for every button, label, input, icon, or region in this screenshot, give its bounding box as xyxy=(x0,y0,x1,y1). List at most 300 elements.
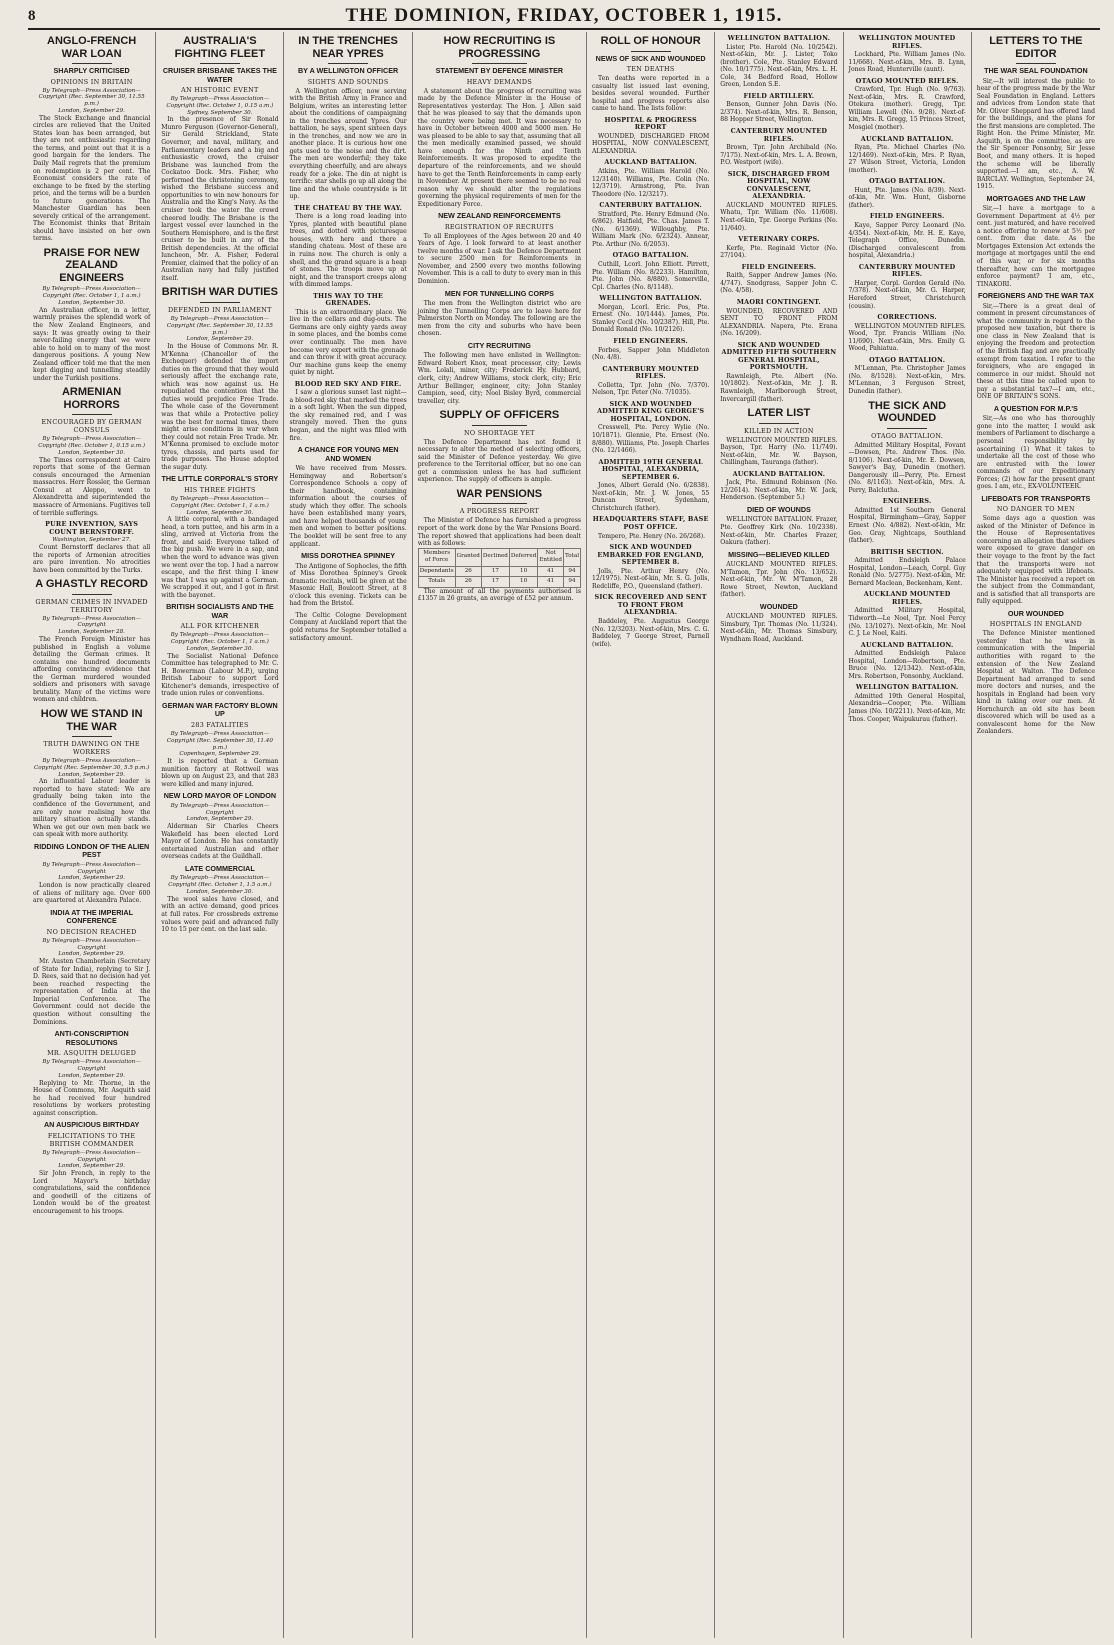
article-body: The Defence Department has not found it necessary to alter the method of selecting officers, said the Minister of Defence yesterday. We give preference to the Territorial officer, but no one can get a commission unless he has had sufficient experience. The supply of officers is ample. xyxy=(417,438,582,484)
article-body: The Times correspondent at Cairo reports that some of the German consuls encouraged the Armenian massacres. Herr Rossler, the German Consul at Aleppo, went to Alexandretta and superintended the massacre of Armenians. Fugitives tell of terrible sufferings. xyxy=(33,456,151,517)
article-body: A Wellington officer, now serving with the British Army in France and Belgium, writes an interesting letter about the conditions of campaigning in the trenches around Ypres. Our battalion, he says, spent sixteen days in the trenches, and now we are in another place. It is curious how one gets used to the noise and the dirt. The men are wonderful; they take everything cheerfully, and are always ready for a joke. The din at night is terrific: star shells go up all along the line and the whole countryside is lit up. xyxy=(289,87,407,201)
subheadline: THE WAR SEAL FOUNDATION xyxy=(984,66,1088,75)
byline: By Telegraph—Press Association—Copyright xyxy=(170,802,270,816)
headline: HOW WE STAND IN THE WAR xyxy=(40,708,143,733)
table-header: Deferred xyxy=(509,548,537,566)
section-label: OTAGO MOUNTED RIFLES. xyxy=(855,76,959,85)
article-body: A little corporal, with a bandaged head, a torn puttee, and his arm in a sling, arrived at Victoria from the front, and said: Everyone talked of the big push. We were in a sap, and when the word to advance was given we went over the top. I had a narrow escape, and the first thing I knew was that I was up against a German. We scrapped it out, and I got in first with the bayonet. xyxy=(161,516,279,599)
dateline: London, September 29. xyxy=(58,1072,125,1079)
section-label: WELLINGTON BATTALION. xyxy=(727,34,831,42)
section-label: AUCKLAND BATTALION. xyxy=(860,640,954,649)
headline-rule xyxy=(72,63,112,64)
article xyxy=(33,843,150,905)
dateline: London, September 30. xyxy=(58,300,125,307)
article xyxy=(849,591,966,637)
table-cell: Totals xyxy=(418,577,455,588)
table-row xyxy=(418,577,580,588)
deck: KILLED IN ACTION xyxy=(744,426,814,435)
deck: TEN DEATHS xyxy=(626,65,675,73)
section-label: HOSPITAL & PROGRESS REPORT xyxy=(604,115,697,132)
byline: By Telegraph—Press Association—Copyright (Rec. September 30, 11.55 p.m.) xyxy=(38,87,145,108)
article xyxy=(849,178,966,209)
article xyxy=(592,401,709,455)
headline-rule xyxy=(72,594,112,595)
article-body: Alderman Sir Charles Cheers Wakefield has been elected Lord Mayor of London. He has constantly entertained Australian and other overseas cadets at the Guildhall. xyxy=(161,823,279,861)
dateline: London, September 30. xyxy=(58,449,125,456)
article-body: An Australian officer, in a letter, warmly praises the splendid work of the New Zealand Engineers, and says: It was greatly owing to their never-failing energy that we were able to hold on to many of the most dangerous positions. A young New Zealand officer told me that the men kept digging and tunnelling steadily under the Turkish positions. xyxy=(33,306,151,382)
section-label: CANTERBURY MOUNTED RIFLES. xyxy=(858,262,956,279)
headline-rule xyxy=(472,503,528,504)
deck: FELICITATIONS TO THE BRITISH COMMANDER xyxy=(47,1131,136,1148)
article-body: Raith, Sapper Andrew James (No. 4/747). Snodgrass, Sapper John C. (No. 4/58). xyxy=(720,272,838,295)
article xyxy=(592,459,709,513)
article-body: WOUNDED, RECOVERED AND SENT TO FRONT FROM ALEXANDRIA. Napera, Pte. Erana (No. 16/209). xyxy=(720,307,838,338)
headline: BRITISH WAR DUTIES xyxy=(161,286,278,299)
article xyxy=(720,603,837,644)
column-1 xyxy=(28,32,156,1638)
article xyxy=(849,35,966,74)
article xyxy=(720,551,837,599)
article xyxy=(849,498,966,544)
section-label: AUCKLAND BATTALION. xyxy=(860,134,954,143)
dateline: London, September 29. xyxy=(58,951,125,958)
article-body: It is reported that a German munition factory at Rottweil was blown up on August 23, and that 283 were killed and many injured. xyxy=(161,758,279,788)
section-label: AUCKLAND MOUNTED RIFLES. xyxy=(863,590,951,606)
headline: ROLL OF HONOUR xyxy=(600,35,701,47)
article-body: Lockhard, Pte. William James (No. 11/668). Next-of-kin, Mrs. B. Lynn, Jones Road, Hunterville (aunt). xyxy=(848,51,966,74)
article xyxy=(720,128,837,167)
article xyxy=(289,446,406,548)
column-4 xyxy=(413,32,587,1638)
article xyxy=(720,471,837,502)
deck: 283 FATALITIES xyxy=(191,720,249,729)
article xyxy=(849,78,966,132)
article-body: There is a long road leading into Ypres, planted with beautiful plane trees, and dotted with picturesque houses, with here and there a standing chateau. Most of these are in ruins now. The church is only a shell, and the grand square is a heap of stones. The troops move up at night, and the transport creeps along with dimmed lamps. xyxy=(289,213,407,289)
headline-rule xyxy=(200,302,240,303)
section-label: CORRECTIONS. xyxy=(877,313,937,322)
subheadline: MISS DOROTHEA SPINNEY xyxy=(301,551,396,561)
table-cell: 26 xyxy=(455,566,481,577)
article xyxy=(720,299,837,338)
table-cell: Dependants xyxy=(418,566,455,577)
article-body: Jones, Albert Gerald (No. 6/2838). Next-of-kin, Mr. J. W. Jones, 55 Duncan Street, Sydenham, Christchurch (father). xyxy=(592,482,710,512)
article-body: This is an extraordinary place. We live in the cellars and dug-outs. The Germans are only eighty yards away in some places, and the bombs come over continually. The men have become very expert with the grenade and can throw it with great accuracy. Our machine guns keep the enemy quiet by night. xyxy=(289,308,407,377)
table-cell: 41 xyxy=(538,566,564,577)
headline: THE SICK AND WOUNDED xyxy=(868,399,947,425)
article xyxy=(977,495,1095,606)
article-body: Lister, Pte. Harold (No. 10/2542). Next-of-kin, Mr. J. Lister, Toko (brother). Cole, Pte. Stanley Edward (No. 10/1775). Next-of-kin, Mrs. L. H. Cole, 34 Bedford Road, Hollow Green, London S.E. xyxy=(720,43,838,89)
article-body: Harper, Corpl. Gordon Gerald (No. 7/378). Next-of-kin, Mr. G. Harper, Hereford Street, Christchurch (cousin). xyxy=(848,279,966,310)
byline: By Telegraph—Press Association—Copyright xyxy=(42,861,141,875)
article xyxy=(418,409,581,484)
article xyxy=(720,93,837,124)
headline-rule xyxy=(472,63,528,64)
article xyxy=(720,407,837,467)
article-body: A statement about the progress of recruiting was made by the Defence Minister in the House of Representatives yesterday. The Hon. J. Allen said that he was pleased to say that the demands upon the country were being met. It was necessary to have in October between 4000 and 5000 men. He was pleased to be able to say that, assuming that all the men medically examined passed, we should have enough for the Ninth and Tenth Reinforcements. It was proposed to expedite the departure of the reinforcements, and we should have to get the Tenth Reinforcements in camp early in November. At present there seemed to be no real reason why we should alter the regulations governing the physical requirements of men for the Expeditionary Force. xyxy=(417,87,582,208)
article-body: The Antigone of Sophocles, the fifth of Miss Dorothea Spinney's Greek dramatic recitals, will be given at the Masonic Hall, Boulcott Street, at 8 o'clock this evening. Tickets can be had from the Bristol. xyxy=(289,562,407,608)
article-body: The Minister of Defence has furnished a progress report of the work done by the War Pensions Board. The report showed that applications had been dealt with as follows: xyxy=(417,517,582,548)
section-label: FIELD ENGINEERS. xyxy=(613,336,688,345)
section-label: WELLINGTON BATTALION. xyxy=(599,294,702,303)
article-body-continued: The amount of all the payments authorised is £1357 in 26 grants, an average of £52 per annum. xyxy=(417,587,582,603)
section-label: AUCKLAND BATTALION. xyxy=(604,158,697,167)
table-cell: 94 xyxy=(563,566,580,577)
article xyxy=(161,865,278,934)
table-header: Not Entitled xyxy=(538,548,564,566)
section-label: CANTERBURY MOUNTED RIFLES. xyxy=(602,364,699,381)
byline: By Telegraph—Press Association—Copyright xyxy=(42,615,141,629)
column-2 xyxy=(156,32,284,1638)
article xyxy=(33,386,150,517)
article-body: Kerfe, Pte. Reginald Victor (No. 27/104). xyxy=(720,244,838,260)
byline: By Telegraph—Press Association—Copyright xyxy=(42,937,141,951)
headline-rule xyxy=(759,423,799,424)
article-body: Atkins, Pte. William Harold (No. 12/3140). Williams, Pte. Colin (No. 12/3719). Armstrong, Pte. Ivan Theodore (No. 12/3217). xyxy=(592,168,710,198)
subheadline: FOREIGNERS AND THE WAR TAX xyxy=(977,291,1094,301)
column-8 xyxy=(972,32,1100,1638)
deck: NO DECISION REACHED xyxy=(46,927,137,936)
subheadline: AN AUSPICIOUS BIRTHDAY xyxy=(43,1120,140,1130)
article xyxy=(592,544,709,590)
section-label: BRITISH SECTION. xyxy=(870,547,944,556)
article xyxy=(977,292,1095,401)
section-label: CANTERBURY BATTALION. xyxy=(599,201,702,210)
column-5 xyxy=(587,32,715,1638)
column-3 xyxy=(284,32,412,1638)
subheadline: ANTI-CONSCRIPTION RESOLUTIONS xyxy=(54,1029,129,1047)
article-body: We have received from Messrs. Hemingway and Robertson's Correspondence Schools a copy of their handbook, containing information about the courses of study which they offer. The schools have been established many years, and have helped thousands of young men and women to better positions. The booklet will be sent free to any applicant. xyxy=(289,465,407,548)
section-label: SICK AND WOUNDED EMBARKED FOR ENGLAND, SEPTEMBER 8. xyxy=(597,543,704,567)
headline: HOW RECRUITING IS PROGRESSING xyxy=(443,35,556,60)
article xyxy=(849,642,966,681)
article-body: An influential Labour leader is reported to have stated: We are gradually being taken into the confidence of the Government, and are only now realising how the military situation actually stands. When we get our own men back we can speak with more authority. xyxy=(33,778,151,839)
table-row xyxy=(418,566,580,577)
article xyxy=(418,290,581,338)
article xyxy=(418,35,581,208)
section-label: FIELD ARTILLERY. xyxy=(743,91,815,100)
article-body: Sir John French, in reply to the Lord Mayor's birthday congratulations, said the confidence and goodwill of the citizens of London would be of the greatest encouragement to his troops. xyxy=(33,1170,151,1215)
section-label: CANTERBURY MOUNTED RIFLES. xyxy=(730,127,828,143)
subheadline: NEWS OF SICK AND WOUNDED xyxy=(595,53,706,63)
article xyxy=(849,264,966,310)
article-body: WELLINGTON BATTALION. Frazer, Pte. Geoffrey Kirk (No. 10/2338). Next-of-kin, Mr. Charles Frazer, Oakura (father). xyxy=(720,516,838,547)
byline: By Telegraph—Press Association—Copyright (Rec. October 1, 1 a.m.) xyxy=(170,632,270,646)
article xyxy=(33,578,150,704)
section-label: THE CHATEAU BY THE WAY. xyxy=(294,203,403,212)
article-body: AUCKLAND MOUNTED RIFLES. Simsbury, Tpr. Thomas (No. 11/324). Next-of-kin, Mr. Thomas Simsbury, Wyndham Road, Auckland. xyxy=(720,613,838,643)
article-body: Replying to Mr. Thorne, in the House of Commons, Mr. Asquith said he had received four hundred resolutions by workers protesting against conscription. xyxy=(33,1079,151,1117)
headline: LATER LIST xyxy=(747,407,811,420)
article xyxy=(720,506,837,547)
column-7 xyxy=(844,32,972,1638)
section-label: FIELD ENGINEERS. xyxy=(741,262,817,271)
article-body: AUCKLAND MOUNTED RIFLES. Whatu, Tpr. William (No. 11/608). Next-of-kin, Tpr. George Perkins (No. 11/640). xyxy=(720,201,838,232)
article xyxy=(33,521,150,574)
article xyxy=(289,381,406,442)
article-body: Ryan, Pte. Michael Charles (No. 12/1469). Next-of-kin, Mrs. P. Ryan, 27 Wilson Street, Victoria, London (mother). xyxy=(848,144,966,174)
article-body: In the House of Commons Mr. R. M'Kenna (Chancellor of the Exchequer) defended the import duties on the ground that they would seriously affect the exchange rate, which was now against us. He repudiated the contention that the duties would prejudice Free Trade. The whole case of the Government was that while a Protective policy was the best for normal times, there might arise conditions in war when they could not retain Free Trade. Mr. M'Kenna promised to exclude motor tyres, chassis, and parts used for trade purposes. The House adopted the sugar duty. xyxy=(161,343,279,471)
subheadline: LIFEBOATS FOR TRANSPORTS xyxy=(981,493,1091,503)
article-body: The French Foreign Minister has published in English a volume detailing the German crimes. It contains one hundred documents affording convincing evidence that the German murdered wounded soldiers and prisoners with savage brutality. Many of the victims were women and children. xyxy=(33,636,151,704)
article-body: Sir,—I have a mortgage to a Government Department at 4½ per cent. just matured, and have received a notice offering to renew at 5½ per cent. from due date. As the Mortgages Extension Act extends the mortgage at mortgages until the end of this war, or for six months thereafter, how can the mortgagee enforce payment? I am, etc., TINAKORI. xyxy=(976,205,1095,288)
headline-rule xyxy=(200,63,240,64)
article xyxy=(592,35,709,113)
subheadline: LATE COMMERCIAL xyxy=(184,863,255,873)
article-body: Jack, Pte. Edmund Robinson (No. 12/2614). Next-of-kin, Mr. W. Jack, Henderson. (September 5.) xyxy=(720,479,838,502)
subheadline: A QUESTION FOR M.P.'S xyxy=(993,403,1078,413)
article-body: M'Lennan, Pte. Christopher James (No. 8/1528). Next-of-kin, Mrs. M'Lennan, 3 Ferguson Street, Dunedin (father). xyxy=(848,365,966,395)
dateline: London, September 30. xyxy=(186,645,254,652)
article-body: The following men have enlisted in Wellington: Edward Robert Knox, meat processor, city; Lewis Wm. Lolali, miner, city; Frederick Hy. Hubbard, clerk, city; Andrew Williams, stock clerk, city; Eric Arthur Bellinger, engineer, city; John Stanley Campion, seed, city; Noel Bisley Byrd, commercial traveller, city. xyxy=(417,352,582,405)
article xyxy=(289,205,406,289)
article-body: Tempero, Pte. Henry (No. 26/268). xyxy=(598,532,706,540)
article-body: Kaye, Sapper Percy Leonard (No. 4/354). Next-of-kin, Mr. H. E. Kaye, Telegraph Office, Dunedin. (Discharged convalescent from hospital, Alexandria.) xyxy=(848,222,966,260)
deck: GERMAN CRIMES IN INVADED TERRITORY xyxy=(35,597,148,614)
article-body: Rawnleigh, Pte. Albert (No. 10/1802). Next-of-kin, Mr. J. R. Rawnleigh, Marlborough Street, Invercargill (father). xyxy=(720,372,838,403)
article-body: The men from the Wellington district who are joining the Tunnelling Corps are to leave here for Palmerston North on Monday. The following are the men from the city and suburbs who have been chosen. xyxy=(417,300,582,338)
table-header: Members of Force xyxy=(418,548,455,566)
article-body: Ten deaths were reported in a casualty list issued last evening, besides several wounded. Further hospital and progress reports also came to hand. The lists follow: xyxy=(592,75,710,113)
dateline: London, September 30. xyxy=(186,889,254,896)
table-header: Total xyxy=(563,548,580,566)
section-label: ADMITTED 19TH GENERAL HOSPITAL, ALEXANDRIA, SEPTEMBER 6. xyxy=(598,457,703,481)
table-cell: 17 xyxy=(481,566,509,577)
subheadline: RIDDING LONDON OF THE ALIEN PEST xyxy=(34,841,150,860)
article xyxy=(161,286,278,471)
subheadline: MISSING—BELIEVED KILLED xyxy=(728,549,830,559)
article xyxy=(849,684,966,723)
article-body: AUCKLAND MOUNTED RIFLES. M'Tamon, Tpr. John (No. 13/652). Next-of-kin, Mr. W. M'Tamon, 28 Rowe Street, Newton, Auckland (father). xyxy=(720,561,838,599)
article-body: Hunt, Pte. James (No. 8/39). Next-of-kin, Mr. Wm. Hunt, Gisborne (father). xyxy=(848,186,966,209)
article-body: Colletta, Tpr. John (No. 7/370). Nelson, Tpr. Peter (No. 7/1035). xyxy=(592,381,710,397)
section-label: SICK, DISCHARGED FROM HOSPITAL, NOW CONVALESCENT, ALEXANDRIA. xyxy=(727,169,830,201)
article xyxy=(720,342,837,403)
article-body: Sir,—As one who has thoroughly gone into the matter, I would ask members of Parliament to discharge a personal responsibility by ascertaining (1) What it takes to undertake all the cost of those who are entrusted with the lower commands of our Expeditionary Forces; (2) how far the present grant goes. I am, etc., EX-VOLUNTEER. xyxy=(976,415,1095,491)
article xyxy=(977,35,1095,191)
table-cell: 94 xyxy=(563,577,580,588)
article xyxy=(33,708,150,839)
article xyxy=(289,293,406,377)
headline-rule xyxy=(328,63,368,64)
article-body: Admitted Military Hospital, Tidworth—Le Noel, Tpr. Noel Percy (No. 13/1027). Next-of-kin, Mr. Noel C. J. Le Noel, Kaiti. xyxy=(848,607,966,638)
deck: OPINIONS IN BRITAIN xyxy=(50,77,133,86)
deck: OTAGO BATTALION. xyxy=(871,431,944,440)
table-cell: 17 xyxy=(481,577,509,588)
table-header: Granted xyxy=(455,548,481,566)
article-body: Admitted Endsleigh Palace Hospital, London—Leach, Corpl. Guy Ronald (No. 5/2775). Next-of-kin, Mr. Bernard Maclean, Beckenham, Kent. xyxy=(848,557,966,587)
headline-rule xyxy=(472,425,528,426)
byline: By Telegraph—Press Association—Copyright (Rec. October 1, 1 a.m.) xyxy=(42,286,141,300)
subheadline: MEN FOR TUNNELLING CORPS xyxy=(444,288,554,298)
deck: HEAVY DEMANDS xyxy=(466,77,533,86)
byline: By Telegraph—Press Association—Copyright (Rec. October 1, 0.15 a.m.) xyxy=(166,96,274,109)
headline-rule xyxy=(887,428,927,429)
deck: SIGHTS AND SOUNDS xyxy=(307,77,389,86)
section-label: MAORI CONTINGENT. xyxy=(736,297,821,306)
byline: By Telegraph—Press Association—Copyright (Rec. September 30, 11.55 p.m.) xyxy=(166,315,273,336)
newspaper-columns xyxy=(28,32,1100,1638)
article xyxy=(161,702,278,788)
article xyxy=(161,35,278,282)
table-header: Declined xyxy=(481,548,509,566)
article-body: The wool sales have closed, and with an active demand, good prices at full rates. For crossbreds extreme values were paid and advanced fully 10 to 15 per cent. on the last sale. xyxy=(161,895,279,934)
article-body: Sir,—There is a great deal of comment in present circumstances of what the community in regard to the proposed new taxation, but there is one class in New Zealand that is enjoying the freedom and protection of the British flag and are practically exempt from taxation. I refer to the foreigners, who are engaged in commerce in our midst. Should not these at this time be called upon to pay a substantial tax?—I am, etc., ONE OF BRITAIN'S SONS. xyxy=(976,302,1095,401)
article xyxy=(418,342,581,405)
article-body: Mr. Austen Chamberlain (Secretary of State for India), replying to Sir J. D. Rees, said that no decision had yet been reached respecting the representation of India at the Imperial Conference. The Government could not decide the question without consulting the Dominions. xyxy=(33,958,151,1026)
article-body: The Celtic Cologne Development Company at Auckland report that the gold returns for September totalled a satisfactory amount. xyxy=(289,611,407,642)
byline: By Telegraph—Press Association—Copyright (Rec. October 1, 1 a.m.) xyxy=(170,495,270,509)
headline: SUPPLY OF OFFICERS xyxy=(439,409,560,422)
subheadline: WOUNDED xyxy=(759,601,798,611)
section-label: HEADQUARTERS STAFF, BASE POST OFFICE. xyxy=(592,515,709,531)
article xyxy=(33,909,150,1026)
section-label: SICK AND WOUNDED ADMITTED KING GEORGE'S HOSPITAL, LONDON. xyxy=(597,399,705,423)
article xyxy=(161,475,278,599)
article-body: Cresswell, Pte. Percy Wylie (No. 10/1871). Glennie, Pte. Ernest (No. 8/880). Williams, Pte. Joseph Charles (No. 12/1466). xyxy=(592,424,710,455)
column-6 xyxy=(715,32,843,1638)
deck: NO DANGER TO MEN xyxy=(996,505,1075,514)
headline-rule xyxy=(72,736,112,737)
dateline: London, September 30. xyxy=(186,509,254,516)
article xyxy=(720,171,837,232)
section-label: THIS WAY TO THE GRENADES. xyxy=(313,291,384,308)
dateline: Sydney, September 30. xyxy=(187,109,253,116)
subheadline: CRUISER BRISBANE TAKES THE WATER xyxy=(162,66,277,84)
article xyxy=(418,488,581,603)
section-label: AUCKLAND BATTALION. xyxy=(732,469,826,478)
article-body: The Socialist National Defence Committee has telegraphed to Mr. C. H. Bowerman (Labour M.P.), urging British Labour to support Lord Kitchener's demands, irrespective of trade union rules or conventions. xyxy=(161,652,279,698)
article xyxy=(849,549,966,588)
table-cell: 10 xyxy=(509,577,537,588)
page-number: 8 xyxy=(28,7,36,24)
article xyxy=(977,405,1095,491)
section-label: BLOOD RED SKY AND FIRE. xyxy=(294,379,402,388)
dateline: London, September 29. xyxy=(58,771,125,778)
article xyxy=(592,117,709,156)
article xyxy=(592,159,709,198)
byline: By Telegraph—Press Association—Copyright (Rec. October 1, 1.5 a.m.) xyxy=(168,875,272,889)
section-label: OTAGO BATTALION. xyxy=(869,177,946,186)
article-body: The Defence Minister mentioned yesterday that he was in communication with the Imperial authorities with regard to the extension of the New Zealand Hospital at Walton. The Defence Department had arranged to send more doctors and nurses, and the hospitals in England had been very kind in taking over our men. At Hornchurch an old site has been discovered which will be used as a convalescent home for the New Zealanders. xyxy=(976,630,1095,736)
article xyxy=(592,594,709,648)
headline: AUSTRALIA'S FIGHTING FLEET xyxy=(174,35,266,60)
subheadline: NEW ZEALAND REINFORCEMENTS xyxy=(438,211,561,221)
section-label: WELLINGTON BATTALION. xyxy=(855,683,959,692)
article xyxy=(720,236,837,260)
dateline: London, September 29. xyxy=(186,816,254,823)
section-label: OTAGO BATTALION. xyxy=(869,355,946,364)
article xyxy=(161,792,278,861)
headline: ANGLO-FRENCH WAR LOAN xyxy=(47,35,137,60)
article-body: Baddeley, Pte. Augustus George (No. 12/3203). Next-of-kin, Mrs. C. G. Baddeley, 7 George Street, Parnell (wife). xyxy=(592,618,710,648)
subheadline: SHARPLY CRITICISED xyxy=(53,66,130,75)
section-label: SICK AND WOUNDED ADMITTED FIFTH SOUTHERN GENERAL HOSPITAL, PORTSMOUTH. xyxy=(721,340,837,372)
article-body: Admitted Military Hospital, Fovant—Dowsen, Pte. Andrew Thos. (No. 8/1106). Next-of-kin, Mr. E. Dowsen, Sawyer's Bay, Dunedin (mother). Dangerously ill—Perry, Pte. Ernest (No. 8/1163). Next-of-kin, Mrs. A. Perry, Balclutha. xyxy=(848,441,966,494)
deck: NO SHORTAGE YET xyxy=(464,428,535,437)
dateline: London, September 29. xyxy=(58,1163,125,1170)
article-body: Benson, Gunner John Davis (No. 2/374). Next-of-kin, Mrs. R. Benson, 88 Hopper Street, Wellington. xyxy=(720,101,838,124)
section-label: VETERINARY CORPS. xyxy=(738,235,820,244)
article xyxy=(592,295,709,334)
headline-rule xyxy=(631,51,671,52)
deck: DEFENDED IN PARLIAMENT xyxy=(167,305,272,314)
article xyxy=(592,252,709,291)
dateline: London, September 28. xyxy=(58,629,125,636)
article-body: WELLINGTON MOUNTED RIFLES. Bayson, Tpr. Harry (No. 11/749). Next-of-kin, Mr. W. Bayson, Chillingham, Tauranga (father). xyxy=(720,436,838,467)
article-body: Admitted 1st Southern General Hospital, Birmingham—Gray, Sapper Ernest (No. 4/882). Next-of-kin, Mr. Geo. Gray, Nightcaps, Southland (father). xyxy=(848,506,966,545)
article-body: To all Employees of the Ages between 20 and 40 Years of Age. I look forward to at least another twelve months of war. I ask the Defence Department to secure 2500 men for Reinforcements in November, and 2500 every two months following November. This is a call to duty to every man in this Dominion. xyxy=(417,232,582,286)
article xyxy=(977,195,1095,289)
article xyxy=(849,400,966,495)
article xyxy=(849,213,966,259)
section-label: SICK RECOVERED AND SENT TO FRONT FROM ALEXANDRIA. xyxy=(594,593,707,617)
deck: AN HISTORIC EVENT xyxy=(181,86,259,94)
headline-rule xyxy=(1016,63,1056,64)
article xyxy=(33,1121,150,1215)
subheadline: CITY RECRUITING xyxy=(467,340,531,350)
article xyxy=(720,264,837,295)
article xyxy=(592,338,709,362)
article xyxy=(720,35,837,89)
subheadline: STATEMENT BY DEFENCE MINISTER xyxy=(435,66,564,75)
subheadline: OUR WOUNDED xyxy=(1007,608,1064,618)
article xyxy=(977,610,1095,736)
table-cell: 10 xyxy=(509,566,537,577)
article-body: Admitted 19th General Hospital, Alexandria—Cooper, Pte. William James (No. 10/2211). Next-of-kin, Mr. Thos. Cooper, Waipukurau (father). xyxy=(848,692,966,723)
subheadline: DIED OF WOUNDS xyxy=(746,504,811,514)
article-body: Morgan, Lcorl. Eric. Pos, Pte. Ernest (No. 10/1444). James, Pte. Stanley Cecil (No. 10/2387). Hill, Pte. Donald Ronald (No. 10/2126). xyxy=(592,303,710,334)
article-body: Sir,—It will interest the public to hear of the progress made by the War Seal Foundation in England. Letters and advices from London state that Mr. Oliver Sheppard has offered land for the buildings, and the plans for the first mansions are completed. The Right Hon. the Prime Minister, Mr. Asquith, is on the committee, as are the Sir Spencer Ponsonby, Sir Jesse Boot, and many others. It is hoped the scheme will be liberally supported.—I am, etc., A. W. BARCLAY. Wellington, September 24, 1915. xyxy=(976,77,1095,191)
byline: By Telegraph—Press Association—Copyright (Rec. October 1, 0.15 a.m.) xyxy=(38,436,146,450)
article xyxy=(33,247,150,382)
headline: ARMENIAN HORRORS xyxy=(61,386,122,411)
table-cell: 26 xyxy=(455,577,481,588)
pensions-table xyxy=(418,548,581,588)
subheadline: THE LITTLE CORPORAL'S STORY xyxy=(161,474,279,484)
article-body: The Stock Exchange and financial circles are relieved that the United States loan has been arranged, but they are not enthusiastic regarding the terms, and point out that it is a good bargain for the lenders. The Daily Mail regrets that the premium on redemption is 2 per cent. The Economist considers the rate of exchange to be fixed by the sterling price, and the terms will be a burden to future generations. The Manchester Guardian has been severely critical of the arrangement. The Economist thinks that Britain should have insisted on her own terms. xyxy=(33,114,151,243)
deck: HOSPITALS IN ENGLAND xyxy=(989,620,1082,629)
dateline: Washington, September 27. xyxy=(52,537,131,544)
article xyxy=(849,357,966,396)
subheadline: BY A WELLINGTON OFFICER xyxy=(297,66,399,75)
article xyxy=(849,136,966,175)
article-body: I saw a glorious sunset last night—a blood-red sky that marked the trees in a soft light. When the sun dipped, the sky remained red, and I was strangely moved. Then the guns began, and the night was filled with fire. xyxy=(289,389,407,442)
subheadline: NEW LORD MAYOR OF LONDON xyxy=(163,791,277,801)
deck: A PROGRESS REPORT xyxy=(459,507,540,516)
article-body: Jolls, Pte. Arthur Henry (No. 12/1975). Next-of-kin, Mr. S. G. Jolls, Redcliffe, P.O., Queensland (father). xyxy=(592,567,710,590)
article-body: WOUNDED, DISCHARGED FROM HOSPITAL, NOW CONVALESCENT, ALEXANDRIA. xyxy=(592,132,710,155)
deck: HIS THREE FIGHTS xyxy=(184,485,256,494)
article-body: Count Bernstorff declares that all the reports of Armenian atrocities are pure invention. No atrocities have been committed by the Turks. xyxy=(33,544,151,574)
subheadline: INDIA AT THE IMPERIAL CONFERENCE xyxy=(50,907,134,926)
subheadline: GERMAN WAR FACTORY BLOWN UP xyxy=(162,700,278,719)
article-body: Admitted Endsleigh Palace Hospital, London—Robertson, Pte. Bruce (No. 12/1342). Next-of-kin, Mrs. Robertson, Ponsonby, Auckland. xyxy=(848,650,966,680)
subheadline: A CHANCE FOR YOUNG MEN AND WOMEN xyxy=(297,445,399,463)
headline-rule xyxy=(72,414,112,415)
section-label: WELLINGTON MOUNTED RIFLES. xyxy=(858,34,956,50)
article-body: Stratford, Pte. Henry Edmund (No. 6/862). Hatfield, Pte. Chas. James T. (No. 6/1369). Willoughby, Pte. William Mark (No. 6/2324). Annear, Pte. Arthur (No. 6/2053). xyxy=(592,210,710,248)
deck: ENCOURAGED BY GERMAN CONSULS xyxy=(41,418,142,435)
deck: REGISTRATION OF RECRUITS xyxy=(444,222,554,231)
article xyxy=(849,314,966,353)
masthead xyxy=(28,4,1100,30)
byline: By Telegraph—Press Association—Copyright xyxy=(42,1059,141,1072)
dateline: London, September 29. xyxy=(186,336,254,343)
section-label: FIELD ENGINEERS. xyxy=(869,212,945,221)
section-label: PURE INVENTION, SAYS COUNT BERNSTORFF. xyxy=(45,520,139,536)
dateline: Copenhagen, September 29. xyxy=(179,751,261,758)
article xyxy=(418,212,581,285)
